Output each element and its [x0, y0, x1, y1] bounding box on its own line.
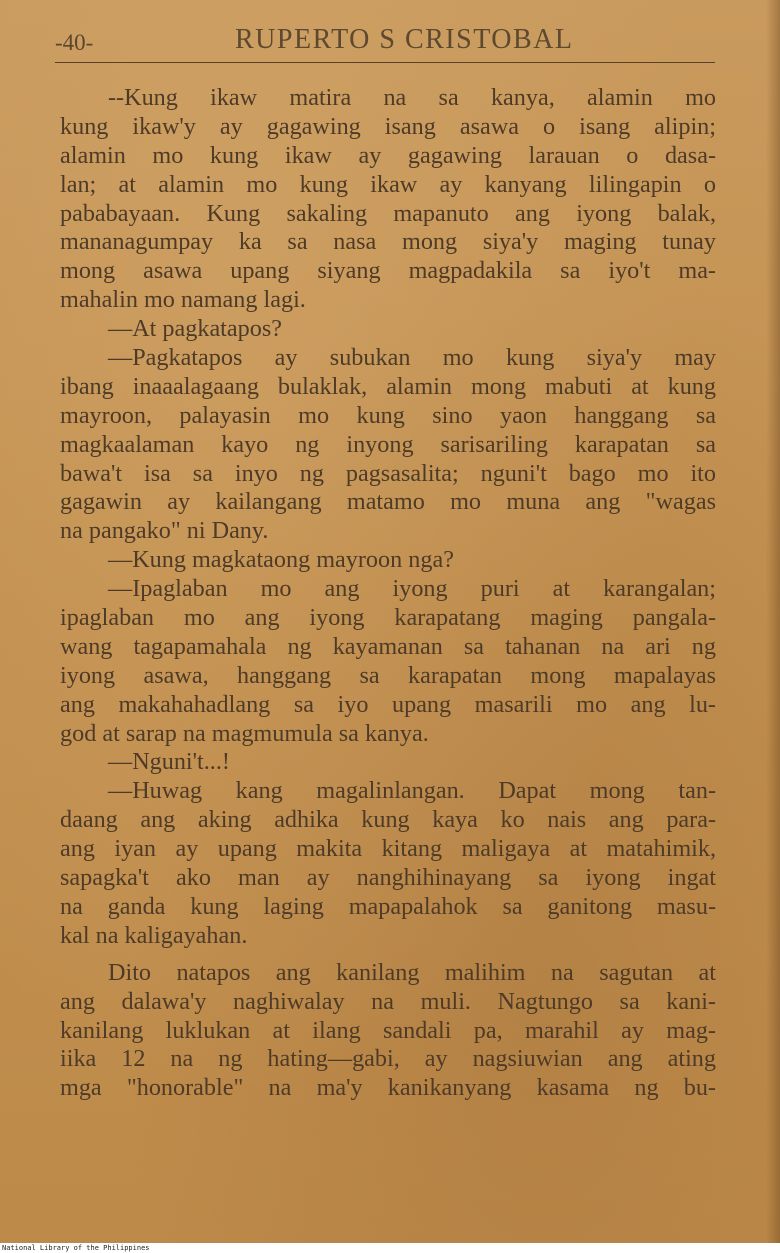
page-number: -40- [55, 30, 94, 55]
text-line: wang tagapamahala ng kayamanan sa tahanan na ari ng [60, 632, 716, 660]
text-line: —Huwag kang magalinlangan. Dapat mong tan- [108, 777, 716, 805]
text-line: ang makahahadlang sa iyo upang masarili mo ang lu- [60, 690, 716, 718]
text-line: na pangako" ni Dany. [60, 517, 269, 545]
text-line: daang ang aking adhika kung kaya ko nais ang para- [60, 806, 716, 834]
text-line: na ganda kung laging mapapalahok sa ganitong masu- [60, 892, 716, 920]
text-line: kal na kaligayahan. [60, 921, 248, 949]
text-line: —Nguni't...! [108, 748, 230, 776]
text-line: bawa't isa sa inyo ng pagsasalita; nguni't bago mo ito [60, 459, 716, 487]
text-line: mga "honorable" na ma'y kanikanyang kasama ng bu- [60, 1074, 716, 1102]
text-line: mayroon, palayasin mo kung sino yaon hanggang sa [60, 401, 716, 429]
text-line: ang dalawa'y naghiwalay na muli. Nagtungo sa kani- [60, 987, 716, 1015]
text-line: kung ikaw'y ay gagawing isang asawa o isang alipin; [60, 112, 716, 140]
footer-bar [0, 1243, 780, 1253]
running-head-author: RUPERTO S CRISTOBAL [235, 24, 574, 55]
text-line: ipaglaban mo ang iyong karapatang maging pangala- [60, 604, 716, 632]
text-line: mananagumpay ka sa nasa mong siya'y maging tunay [60, 228, 716, 256]
page-edge-shadow [766, 0, 780, 1243]
body-text [60, 84, 716, 1103]
text-line: —Pagkatapos ay subukan mo kung siya'y may [108, 344, 716, 372]
text-line: mahalin mo namang lagi. [60, 286, 306, 314]
text-line: lan; at alamin mo kung ikaw ay kanyang lilingapin o [60, 170, 716, 198]
text-line: ang iyan ay upang makita kitang maligaya at matahimik, [60, 835, 716, 863]
text-line: —Ipaglaban mo ang iyong puri at karangalan; [108, 575, 716, 603]
text-line: iika 12 na ng hating—gabi, ay nagsiuwian ang ating [60, 1045, 716, 1073]
text-line: Dito natapos ang kanilang malihim na sagutan at [108, 958, 716, 986]
text-line: pababayaan. Kung sakaling mapanuto ang iyong balak, [60, 199, 716, 227]
text-line: iyong asawa, hanggang sa karapatan mong mapalayas [60, 661, 716, 689]
text-line: —At pagkatapos? [108, 315, 282, 343]
text-line: god at sarap na magmumula sa kanya. [60, 719, 429, 747]
text-line: alamin mo kung ikaw ay gagawing larauan o dasa- [60, 141, 716, 169]
text-line: --Kung ikaw matira na sa kanya, alamin mo [108, 84, 716, 111]
text-line: ibang inaaalagaang bulaklak, alamin mong mabuti at kung [60, 372, 716, 400]
text-line: magkaalaman kayo ng inyong sarisariling karapatan sa [60, 430, 716, 458]
text-line: sapagka't ako man ay nanghihinayang sa iyong ingat [60, 864, 716, 892]
text-line: mong asawa upang siyang magpadakila sa iyo't ma- [60, 257, 716, 285]
text-line: —Kung magkataong mayroon nga? [108, 546, 454, 574]
text-line: gagawin ay kailangang matamo mo muna ang "wagas [60, 488, 716, 516]
page-header [55, 22, 715, 63]
footer-credit: National Library of the Philippines [2, 1244, 150, 1252]
text-line: kanilang luklukan at ilang sandali pa, marahil ay mag- [60, 1016, 716, 1044]
